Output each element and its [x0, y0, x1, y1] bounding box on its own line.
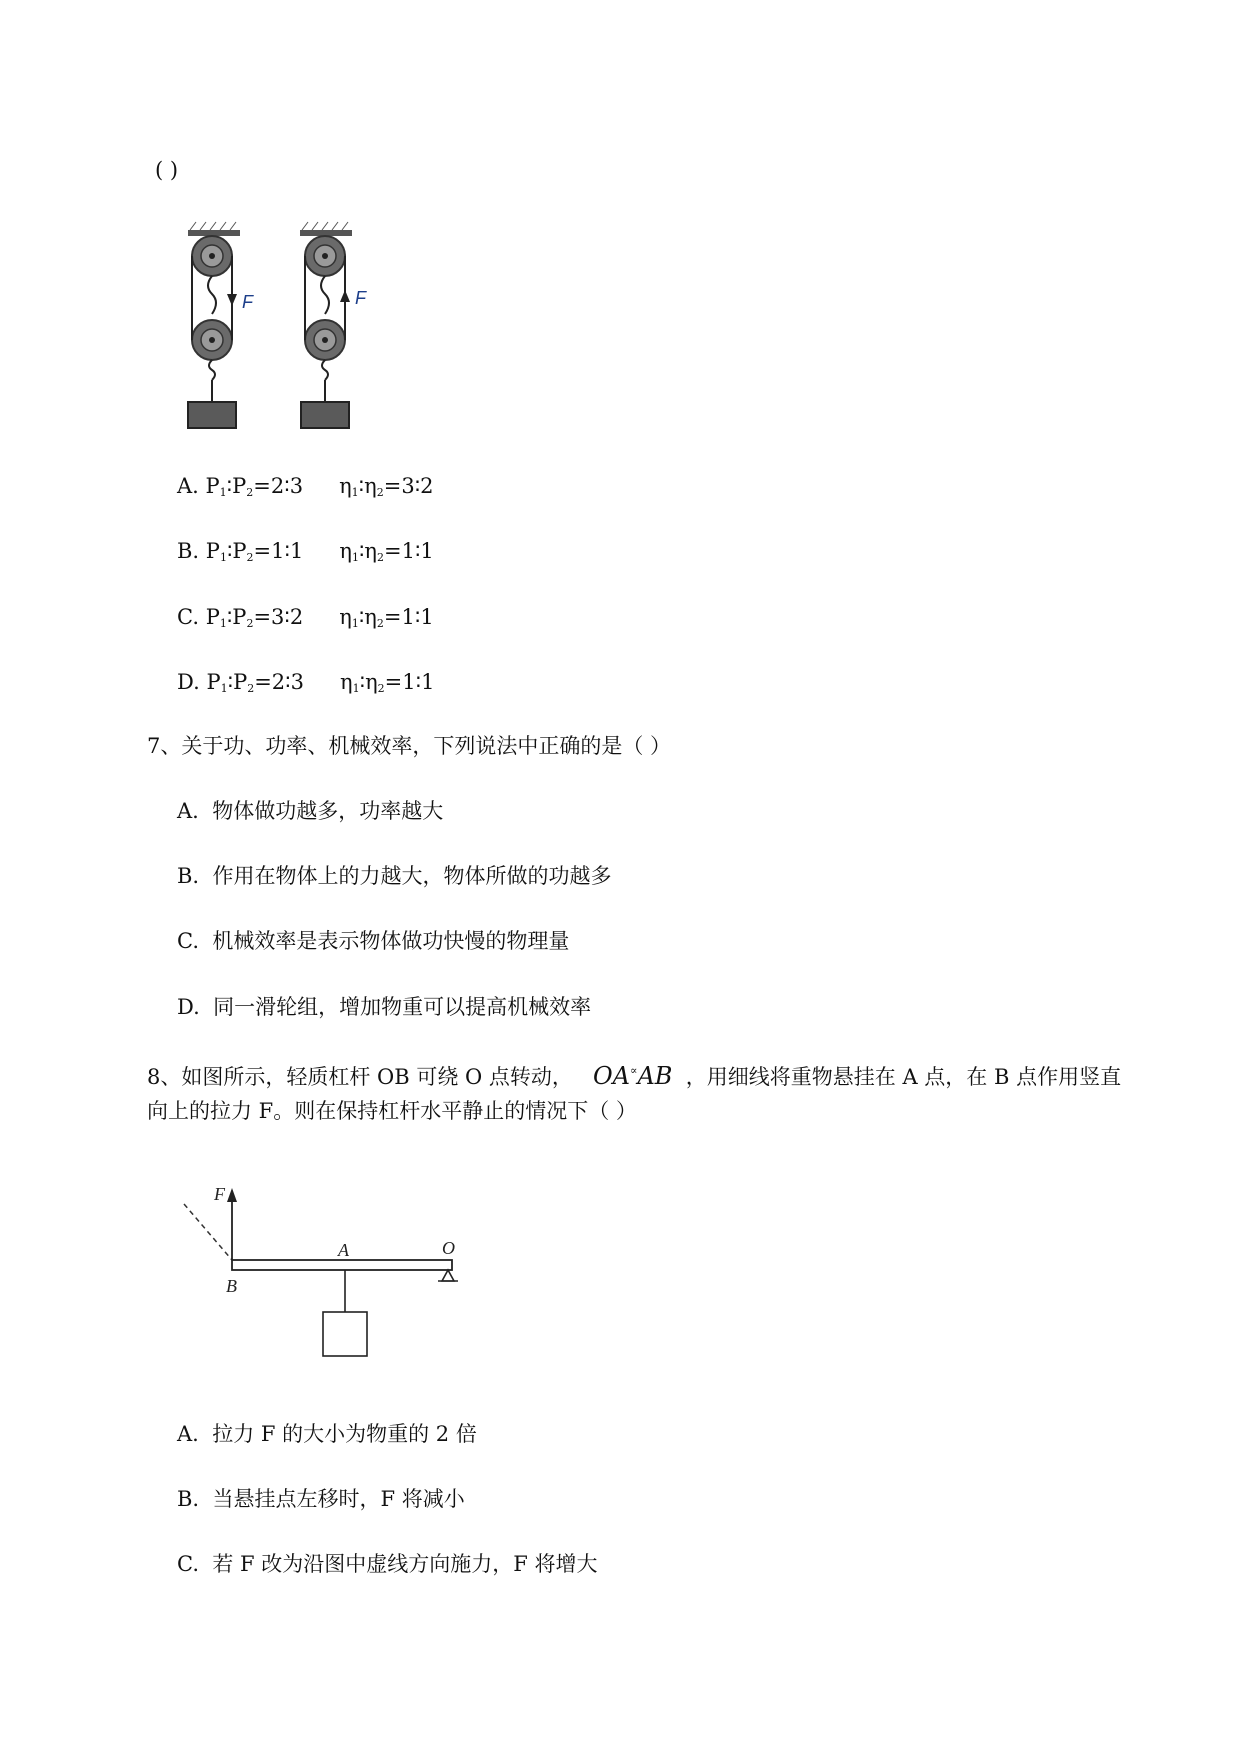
lever-figure [180, 1180, 480, 1380]
q8-stem-line2: 向上的拉力 F。则在保持杠杆水平静止的情况下（ ） [147, 1099, 637, 1123]
q6-option-b[interactable]: B. $P_1∶P_2=1∶1$ $\eta_1∶\eta_2=1∶1$ [177, 539, 434, 564]
q7-option-c[interactable]: C. 机械效率是表示物体做功快慢的物理量 [177, 929, 570, 953]
q8-stem-line1: 8、如图所示，轻质杠杆 OB 可绕 O 点转动， OA∝AB ，用细线将重物悬挂在 A 点，在 B 点作用竖直 [147, 1062, 1122, 1090]
q6-answer-paren: ( ) [155, 158, 179, 182]
q6-option-d[interactable]: D. $P_1∶P_2=2∶3$ $\eta_1∶\eta_2=1∶1$ [177, 670, 435, 695]
q8-option-c[interactable]: C. 若 F 改为沿图中虚线方向施力，F 将增大 [177, 1552, 598, 1576]
q7-option-a[interactable]: A. 物体做功越多，功率越大 [177, 799, 444, 823]
q8-option-a[interactable]: A. 拉力 F 的大小为物重的 2 倍 [177, 1422, 477, 1446]
lever-label-f: F [214, 1184, 225, 1204]
lever-label-b: B [226, 1276, 237, 1296]
lever-label-o: O [442, 1238, 455, 1258]
pulley-figure [180, 220, 420, 450]
q7-option-b[interactable]: B. 作用在物体上的力越大，物体所做的功越多 [177, 864, 612, 888]
q6-option-a[interactable]: A. $P_1∶P_2=2∶3$ $\eta_1∶\eta_2=3∶2$ [177, 474, 434, 499]
q7-stem: 7、关于功、功率、机械效率，下列说法中正确的是（ ） [147, 734, 672, 758]
q7-option-d[interactable]: D. 同一滑轮组，增加物重可以提高机械效率 [177, 995, 592, 1019]
lever-label-a: A [338, 1240, 349, 1260]
q8-option-b[interactable]: B. 当悬挂点左移时，F 将减小 [177, 1487, 465, 1511]
pulley-left-force-label: F [242, 292, 253, 312]
pulley-right-force-label: F [355, 288, 366, 308]
q6-option-c[interactable]: C. $P_1∶P_2=3∶2$ $\eta_1∶\eta_2=1∶1$ [177, 605, 434, 630]
